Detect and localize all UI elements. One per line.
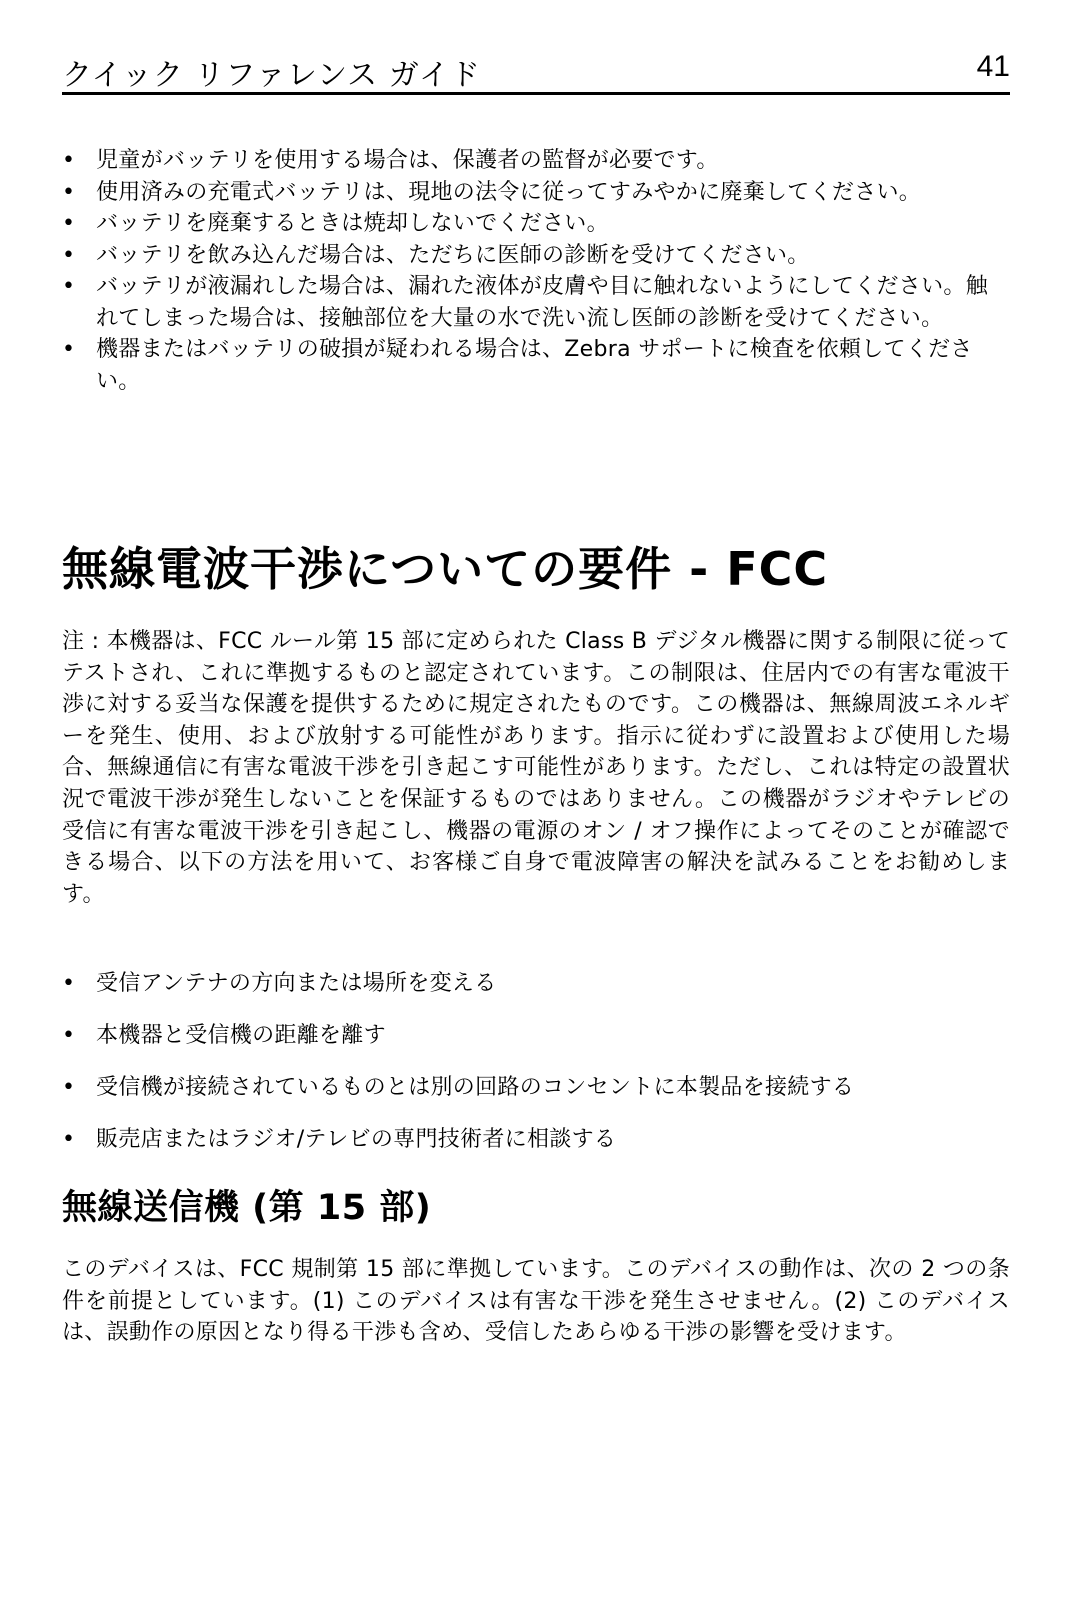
bullet-icon: • <box>62 211 76 236</box>
list-item <box>62 968 1010 1000</box>
list-item <box>62 1072 1010 1104</box>
bullet-icon: • <box>62 148 76 173</box>
bullet-icon: • <box>62 1023 76 1048</box>
section-heading-fcc: 無線電波干渉についての要件 - FCC <box>62 542 829 596</box>
list-item-text: 機器またはバッテリの破損が疑われる場合は、Zebra サポートに検査を依頼してください。 <box>96 337 973 394</box>
bullet-icon: • <box>62 337 76 362</box>
list-item-text: 受信アンテナの方向または場所を変える <box>96 971 497 996</box>
list-item-text: 使用済みの充電式バッテリは、現地の法令に従ってすみやかに廃棄してください。 <box>96 179 922 205</box>
list-item-text: バッテリが液漏れした場合は、漏れた液体が皮膚や目に触れないようにしてください。触れてしまった場合は、接触部位を大量の水で洗い流し医師の診断を受けてください。 <box>96 274 989 331</box>
list-item <box>62 1124 1010 1156</box>
list-item-text: 受信機が接続されているものとは別の回路のコンセントに本製品を接続する <box>96 1075 855 1100</box>
list-item <box>62 145 1010 177</box>
bullet-icon: • <box>62 1075 76 1100</box>
fcc-note-paragraph: 注 : 本機器は、FCC ルール第 15 部に定められた Class B デジタル機器に関する制限に従ってテストされ、これに準拠するものと認定されています。この制限は、住居内での有害な電波干渉に対する妥当な保護を提供するために規定されたものです。この機器は、無線周波エネルギーを発生、使用、および放射する可能性があります。指示に従わずに設置および使用した場合、無線通信に有害な電波干渉を引き起こす可能性があります。ただし、これは特定の設置状況で電波干渉が発生しないことを保証するものではありません。この機器がラジオやテレビの受信に有害な電波干渉を引き起こし、機器の電源のオン / オフ操作によってそのことが確認できる場合、以下の方法を用いて、お客様ご自身で電波障害の解決を試みることをお勧めします。 <box>62 629 1010 907</box>
list-item <box>62 240 1010 272</box>
list-item-text: 販売店またはラジオ/テレビの専門技術者に相談する <box>96 1127 617 1152</box>
bullet-icon: • <box>62 179 76 205</box>
list-item <box>62 177 1010 209</box>
list-item-text: バッテリを廃棄するときは焼却しないでください。 <box>96 211 609 236</box>
bullet-icon: • <box>62 1127 76 1152</box>
page-header <box>62 48 1010 95</box>
remedy-list <box>62 968 1010 1176</box>
bullet-icon: • <box>62 242 76 268</box>
list-item <box>62 208 1010 240</box>
list-item <box>62 1020 1010 1052</box>
part15-paragraph: このデバイスは、FCC 規制第 15 部に準拠しています。このデバイスの動作は、次の 2 つの条件を前提としています。(1) このデバイスは有害な干渉を発生させません。(2) このデバイスは、誤動作の原因となり得る干渉も含め、受信したあらゆる干渉の影響を受けます。 <box>62 1257 1010 1346</box>
section-heading-part15: 無線送信機 (第 15 部) <box>62 1188 432 1228</box>
bullet-icon: • <box>62 274 76 299</box>
list-item <box>62 334 1010 397</box>
list-item-text: 本機器と受信機の距離を離す <box>96 1023 386 1048</box>
battery-safety-list <box>62 145 1010 397</box>
header-title: クイック リファレンス ガイド <box>62 58 481 93</box>
page-number: 41 <box>976 50 1010 83</box>
list-item-text: バッテリを飲み込んだ場合は、ただちに医師の診断を受けてください。 <box>96 242 810 268</box>
list-item <box>62 271 1010 334</box>
list-item-text: 児童がバッテリを使用する場合は、保護者の監督が必要です。 <box>96 148 719 173</box>
bullet-icon: • <box>62 971 76 996</box>
